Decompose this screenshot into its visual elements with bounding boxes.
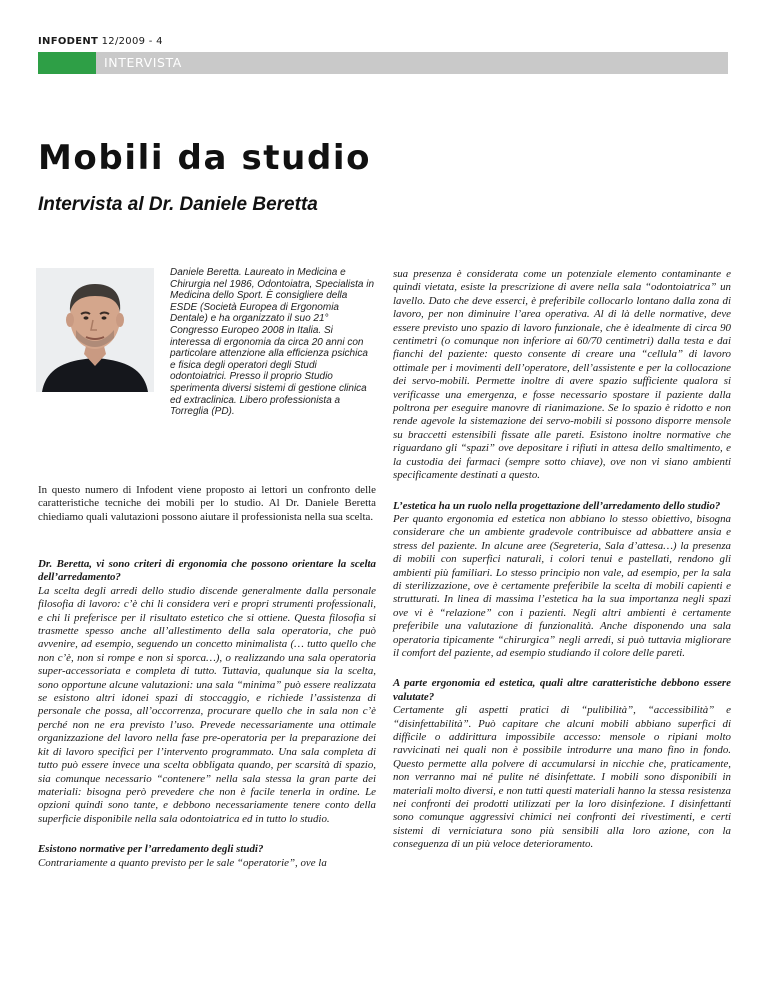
question: Esistono normative per l’arredamento degli studi? [38, 843, 264, 856]
intro-paragraph: In questo numero di Infodent viene proposto ai lettori un confronto delle caratteristiche tecniche dei mobili per lo studio. Al Dr. Daniele Beretta chiediamo quali valutazioni possono aiutare il professionista nella sua scelta. [38, 484, 376, 523]
section-accent [38, 52, 96, 74]
section-bar [38, 52, 728, 74]
answer: Per quanto ergonomia ed estetica non abbiano lo stesso obiettivo, bisogna considerare che un ambiente gradevole contribuisce ad abbattere ansia e stress del paziente. In alcune aree (Segreteria, Sala d’attesa…) la presenza di mobili con superfici naturali, i colori tenui e pastellati, rendono gli ambienti più familiari. Lo stesso principio non vale, ad esempio, per la sala di sterilizzazione, ove è certamente preferibile la scelta di mobili capienti e strutturati. In linea di massima l’estetica ha la sua importanza negli spazi ove vi è “relazione” con i pazienti. Negli altri ambienti è certamente preferibile una valutazione di funzionalità. Anche disponendo una sala operatoria tipicamente “chirurgica” negli arredi, si può tuttavia migliorare il comfort del paziente, ad esempio studiando il colore delle pareti. [393, 512, 731, 659]
qa-block [393, 500, 731, 661]
portrait-illustration [36, 268, 154, 392]
question: L’estetica ha un ruolo nella progettazione dell’arredamento dello studio? [393, 499, 721, 512]
author-bio: Daniele Beretta. Laureato in Medicina e Chirurgia nel 1986, Odontoiatra, Specialista in Medicina dello Sport. È consigliere della ESDE (Società Europea di Ergonomia Dentale) e ha organizzato il suo 21° Congresso Europeo 2008 in Italia. Si interessa di ergonomia da circa 20 anni con particolare attenzione alla efficienza psichica e fisica degli operatori degli Studi odontoiatrici. Presso il proprio Studio sperimenta diversi sistemi di gestione clinica ed extraclinica. Libero professionista a Torreglia (PD). [170, 267, 375, 418]
answer-continued: Contrariamente a quanto previsto per le sale “operatorie”, ove la [38, 856, 327, 869]
issue-number: 12/2009 - 4 [101, 36, 163, 47]
brand-name: INFODENT [38, 36, 99, 47]
running-header [38, 36, 163, 47]
question: A parte ergonomia ed estetica, quali altre caratteristiche debbono essere valutate? [393, 677, 731, 703]
question: Dr. Beretta, vi sono criteri di ergonomia che possono orientare la scelta dell’arredamento? [38, 558, 376, 584]
qa-block [393, 677, 731, 851]
answer: Certamente gli aspetti pratici di “pulibilità”, “accessibilità” e “disinfettabilità”. Può capitare che alcuni mobili abbiano superfici di difficile o addirittura impossibile accesso: mensole o ripiani molto ravvicinati nei quali non è possibile introdurre una mano fino in fondo. Questo permette alla polvere di accumularsi in nicchie che, praticamente, non verranno mai né pulite né disinfettate. I mobili sono disponibili in materiali molto diversi, e non tutti questi materiali hanno la stessa resistenza nei confronti dei prodotti utilizzati per la loro disinfezione. I disinfettanti sono comunque aggressivi chimici nei confronti dei rivestimenti, e certi sistemi di verniciatura sono più sensibili alla loro azione, con la conseguenza di un più veloce deterioramento. [393, 704, 731, 851]
section-label: INTERVISTA [104, 55, 182, 70]
answer: La scelta degli arredi dello studio discende generalmente dalla personale filosofia di lavoro: c’è chi li considera veri e propri strumenti professionali, e chi li preferisce per il risultato estetico che si ottiene. Questa filosofia si trasmette spesso anche all’allestimento della sala operatoria, che può avvenire, ad esempio, seguendo un concetto minimalista (… tutto quello che non c’è, non si rompe e non si sporca…), o realizzando una sala operatoria super-accessoriata e completa di tutto. Tuttavia, qualunque sia la scelta, sono opportune alcune valutazioni: una sala “minima” può essere realizzata se esistono altri idonei spazi di stoccaggio, e richiede l’assistenza di personale che possa, all’occorrenza, procurare quello che in sala non c’è perché non ne era previsto l’uso. Prevede necessariamente una ottimale organizzazione del lavoro nella fase pre-operatoria per la preparazione dei kit di lavoro specifici per l’intervento programmato. Una sala completa di tutto può essere invece una scelta obbligata quando, per scarsità di spazio, sia comunque necessario “contenere” nella sala stessa la gran parte dei materiali: bisogna però prevedere che non è facile tenerla in ordine. Le opzioni quindi sono tante, e debbono necessariamente tenere conto della superficie disponibile nella sala odontoiatrica ed in tutto lo studio. [38, 584, 376, 825]
article-title: Mobili da studio [38, 138, 372, 178]
author-photo [36, 268, 154, 392]
answer-continuation: sua presenza è considerata come un potenziale elemento contaminante e quindi vietata, esiste la prescrizione di avere nella sala “odontoiatrica” un lavello. Dato che deve esserci, è preferibile collocarlo lontano dalla zona di lavoro, per non diminuire l’area operativa. Al di là delle normative, deve essere previsto uno spazio di lavoro funzionale, che è idealmente di circa 90 centimetri (o comunque non inferiore ai 60/70 centimetri) dalla testa e dai fianchi del paziente: questo consente di creare una “cellula” di lavoro ottimale per i movimenti dell’operatore, dell’assistente e per la collocazione dei servo-mobili. Permette inoltre di avere spazio sufficiente qualora si verificasse una emergenza, e fosse necessario spostare il paziente dalla poltrona per eseguire manovre di rianimazione. Se lo spazio è ridotto e non rende agevole la sistemazione dei servo-mobili si possono disporre mensole su braccetti estensibili fissate alle pareti. Esistono inoltre normative che riguardano gli “spazi” ove depositare i rifiuti in attesa dello smaltimento, e la custodia dei farmaci (sempre sotto chiave), ove non vi siano ambienti specificamente destinati a questo. [393, 268, 731, 482]
qa-block [38, 558, 376, 826]
left-column [38, 558, 376, 887]
qa-block-continuation [393, 268, 731, 483]
article-subtitle: Intervista al Dr. Daniele Beretta [38, 194, 318, 215]
right-column [393, 268, 731, 869]
qa-block [38, 843, 376, 870]
